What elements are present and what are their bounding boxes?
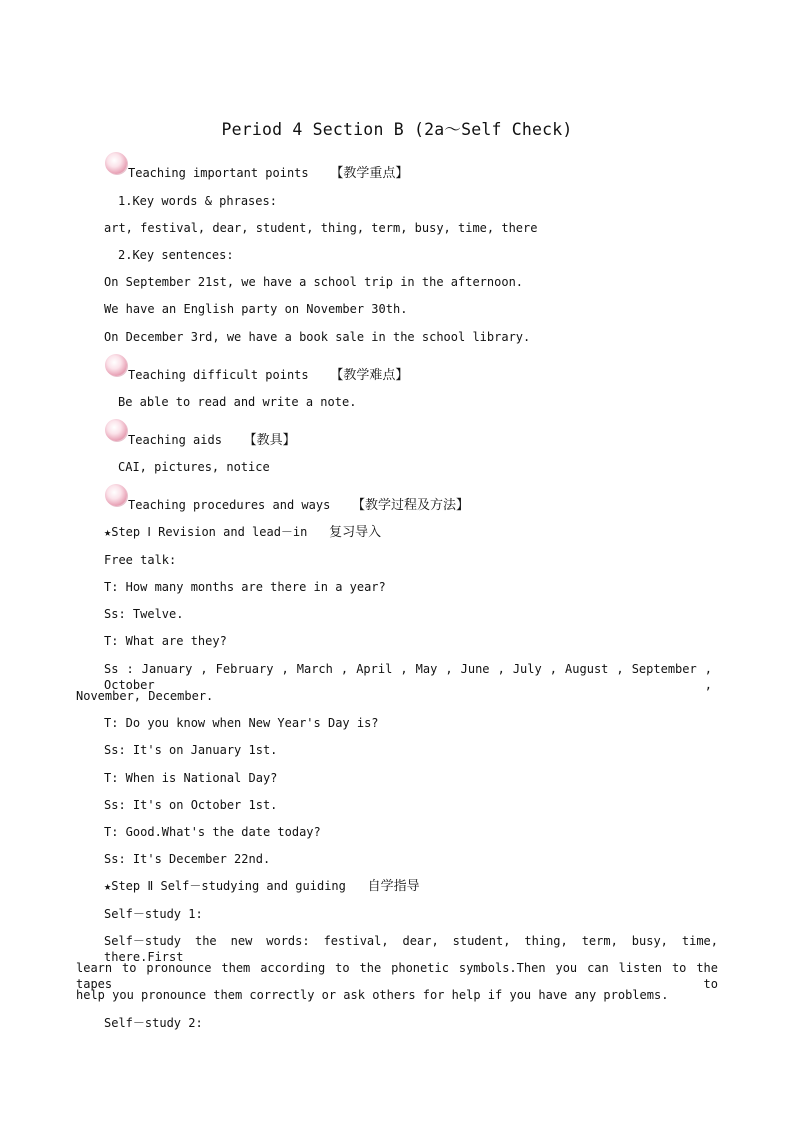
section-tag: 【教学过程及方法】 — [351, 498, 469, 513]
section-label: Teaching important points — [128, 166, 309, 180]
dialogue-line: T: Good.What's the date today? — [104, 825, 321, 839]
step-1-heading — [104, 524, 381, 541]
key-sentence-3: On December 3rd, we have a book sale in the school library. — [104, 330, 531, 344]
section-tag: 【教具】 — [243, 433, 296, 448]
section-heading-difficult — [128, 367, 408, 384]
section-heading-procedures — [128, 497, 469, 514]
key-words-list: art, festival, dear, student, thing, term, busy, time, there — [104, 221, 538, 235]
step-2-heading — [104, 878, 420, 895]
step-cn: 自学指导 — [367, 879, 420, 894]
self-study-1-heading: Self－study 1: — [104, 907, 203, 921]
dialogue-line: Ss: It's on January 1st. — [104, 743, 278, 757]
section-label: Teaching aids — [128, 433, 222, 447]
step-label: ★Step Ⅰ Revision and lead－in — [104, 525, 308, 539]
self-study-2-heading: Self－study 2: — [104, 1016, 203, 1030]
self-study-1-text: Self－study the new words: festival, dear, student, thing, term, busy, time, there.First — [104, 934, 718, 964]
key-sentence-2: We have an English party on November 30th. — [104, 302, 408, 316]
flower-bullet-icon — [105, 354, 127, 376]
key-words-heading: 1.Key words & phrases: — [118, 194, 277, 208]
section-heading-aids — [128, 432, 296, 449]
self-study-1-text: help you pronounce them correctly or ask others for help if you have any problems. — [76, 988, 669, 1002]
dialogue-line: T: When is National Day? — [104, 771, 278, 785]
key-sentences-heading: 2.Key sentences: — [118, 248, 234, 262]
dialogue-line: T: What are they? — [104, 634, 227, 648]
dialogue-line-months-cont: November, December. — [76, 689, 214, 703]
key-sentence-1: On September 21st, we have a school trip in the afternoon. — [104, 275, 524, 289]
step-label: ★Step Ⅱ Self－studying and guiding — [104, 879, 346, 893]
section-tag: 【教学难点】 — [330, 368, 409, 383]
section-label: Teaching procedures and ways — [128, 498, 331, 512]
flower-bullet-icon — [105, 419, 127, 441]
step-cn: 复习导入 — [329, 525, 382, 540]
dialogue-line: Ss: Twelve. — [104, 607, 184, 621]
section-label: Teaching difficult points — [128, 368, 309, 382]
dialogue-line: T: How many months are there in a year? — [104, 580, 386, 594]
flower-bullet-icon — [105, 484, 127, 506]
section-heading-important — [128, 165, 408, 182]
dialogue-line: Ss: It's on October 1st. — [104, 798, 278, 812]
flower-bullet-icon — [105, 152, 127, 174]
section-tag: 【教学重点】 — [330, 166, 409, 181]
free-talk-label: Free talk: — [104, 553, 177, 567]
difficult-text: Be able to read and write a note. — [118, 395, 357, 409]
aids-text: CAI, pictures, notice — [118, 460, 270, 474]
dialogue-line: T: Do you know when New Year's Day is? — [104, 716, 379, 730]
dialogue-line: Ss: It's December 22nd. — [104, 852, 271, 866]
page-title: Period 4 Section B (2a～Self Check) — [221, 120, 573, 139]
dialogue-line-months: Ss : January , February , March , April , May , June , July , August , September , October , — [104, 662, 712, 692]
self-study-1-text: learn to pronounce them according to the phonetic symbols.Then you can listen to the tapes to — [76, 961, 718, 991]
